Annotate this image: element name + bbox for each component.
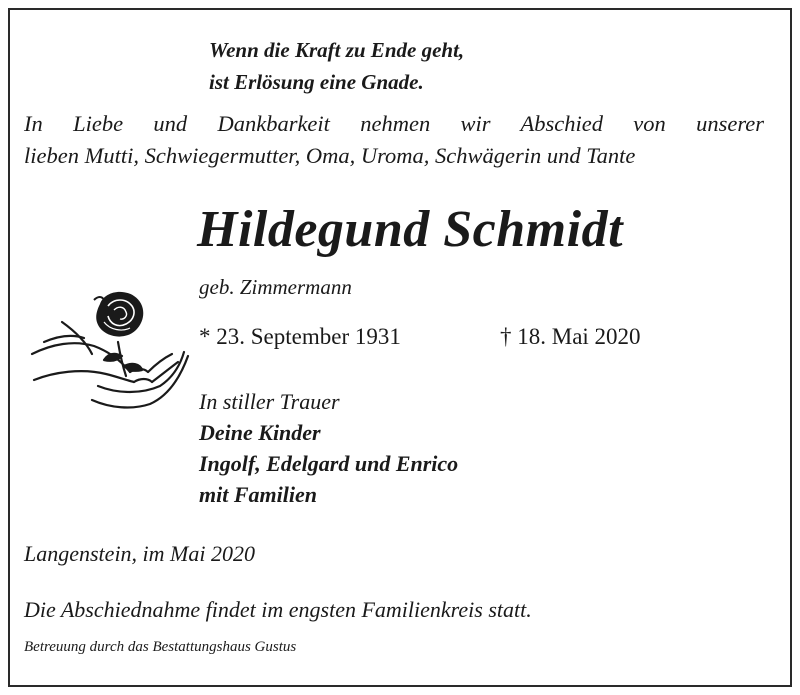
mourners-line-2: Ingolf, Edelgard und Enrico [199,451,459,476]
intro-line-2: lieben Mutti, Schwiegermutter, Oma, Uroma, Schwägerin und Tante [24,143,636,168]
mourners-line-1: Deine Kinder [199,420,321,445]
motto-line-1: Wenn die Kraft zu Ende geht, [209,38,465,62]
motto-line-2: ist Erlösung eine Gnade. [209,70,424,94]
farewell-note: Die Abschiednahme findet im engsten Familienkreis statt. [24,597,532,622]
mourners-heading: In stiller Trauer [199,389,340,414]
motto [209,34,749,98]
funeral-home-note: Betreuung durch das Bestattungshaus Gustus [24,639,297,655]
death-date: † 18. Mai 2020 [500,324,641,349]
mourners [199,386,458,510]
intro-line-1: In Liebe und Dankbarkeit nehmen wir Abschied von unserer [24,111,764,136]
deceased-name: Hildegund Schmidt [197,201,624,258]
birth-date: * 23. September 1931 [199,324,401,349]
hands-holding-rose-icon [22,282,192,422]
mourners-line-3: mit Familien [199,482,317,507]
birth-name: geb. Zimmermann [199,275,352,299]
place-and-date: Langenstein, im Mai 2020 [24,541,255,566]
intro-text [24,108,764,172]
